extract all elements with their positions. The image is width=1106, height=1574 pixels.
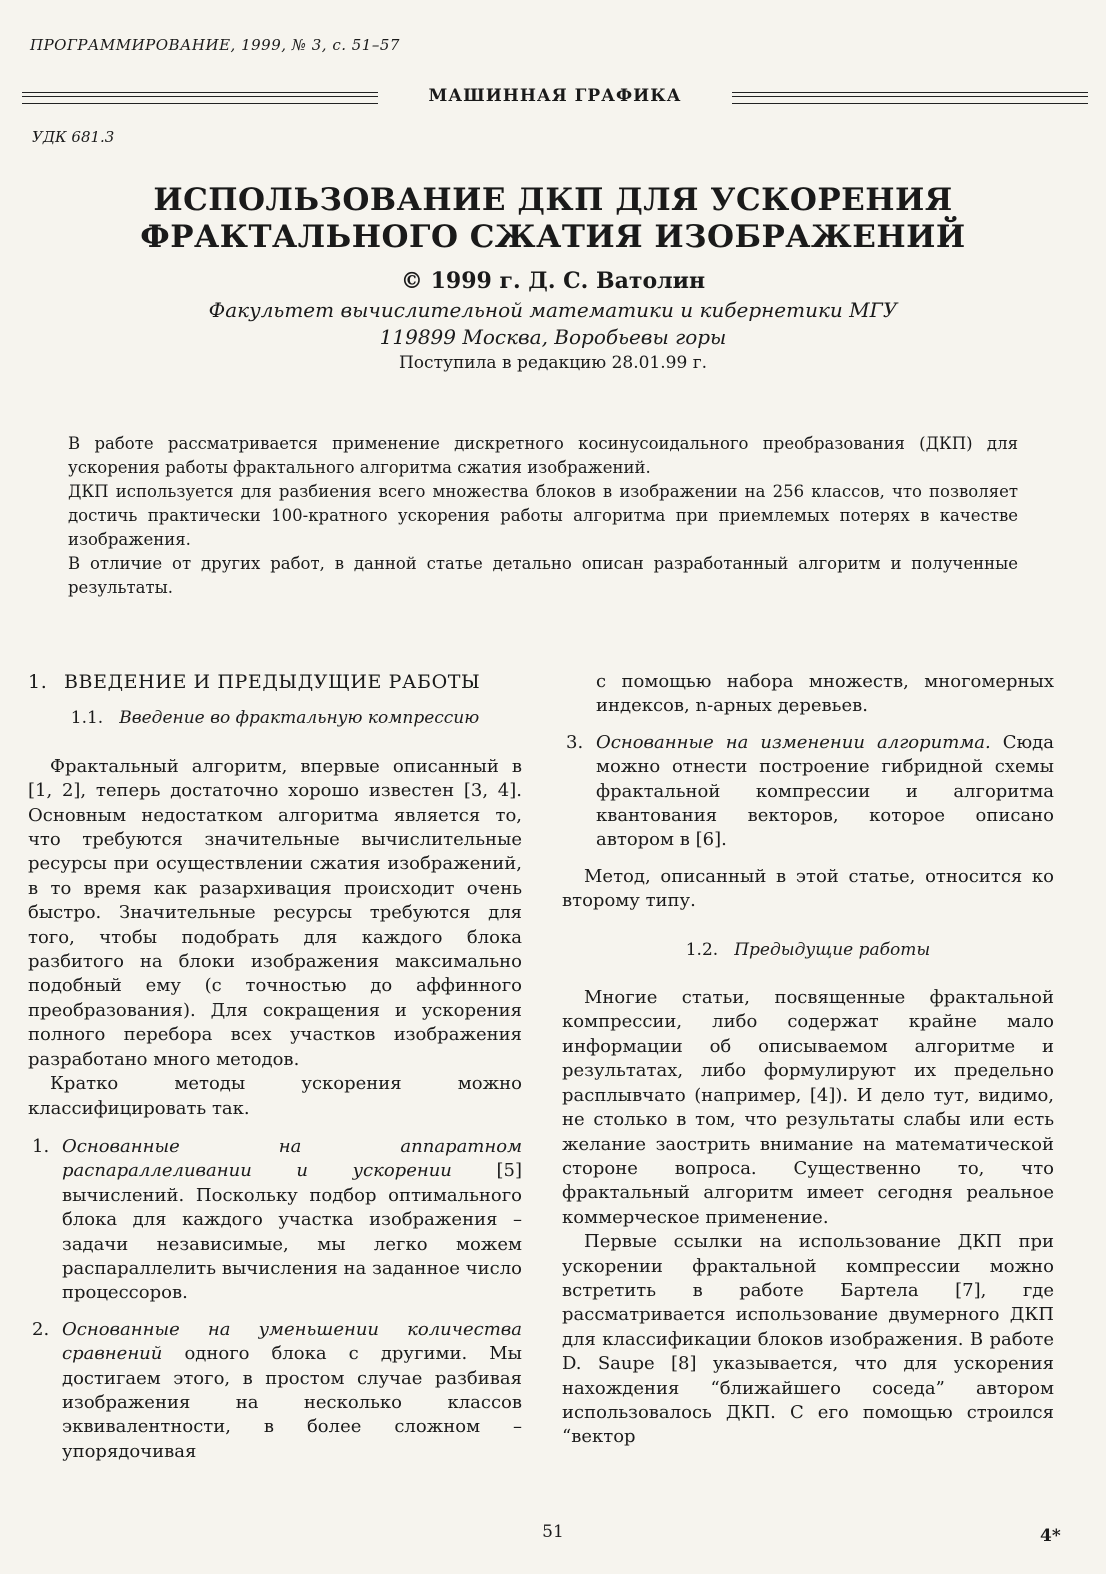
body-paragraph: Метод, описанный в этой статье, относится ко второму типу.: [562, 865, 1054, 912]
rubric-rule-right: [732, 92, 1088, 104]
body-paragraph: Многие статьи, посвященные фрактальной компрессии, либо содержат крайне мало информации об описываемом алгоритме и результатах, либо формулируют их предельно расплывчато (например, [4]). И дело тут, видимо, не столько в том, что результаты слабы или есть желание заострить внимание на математической стороне вопроса. Существенно то, что фрактальный алгоритм имеет сегодня реальное коммерческое применение.: [562, 987, 1054, 1228]
list-item: [562, 731, 1054, 853]
method-list-continued: [562, 731, 1054, 853]
subsection-heading: [562, 938, 1054, 962]
rubric-title: МАШИННАЯ ГРАФИКА: [428, 86, 682, 106]
list-item-text: Сюда можно отнести построение гибридной схемы фрактальной компрессии и алгоритма квантования векторов, которое описано автором в [6].: [596, 731, 1054, 851]
body-paragraph: Фрактальный алгоритм, впервые описанный в [1, 2], теперь достаточно хорошо известен [3, 4]. Основным недостатком алгоритма является то, что требуются значительные вычислительные ресурсы при осуществлении сжатия изображений, в то время как разархивация происходит очень быстро. Значительные ресурсы требуются для того, чтобы подобрать для каждого блока разбитого на блоки изображения максимально подобный ему (с точностью до аффинного преобразования). Для сокращения и ускорения полного перебора всех участков изображения разработано много методов.: [28, 755, 522, 1070]
abstract: [68, 432, 1018, 600]
right-column: [562, 670, 1054, 1450]
list-marker: 1.: [32, 1135, 50, 1157]
abstract-paragraph: В отличие от других работ, в данной статье детально описан разработанный алгоритм и полученные результаты.: [68, 554, 1018, 597]
affiliation-line-1: Факультет вычислительной математики и кибернетики МГУ: [208, 298, 898, 322]
list-item-text: [5] вычислений. Поскольку подбор оптимального блока для каждого участка изображения – задачи независимые, мы легко можем распараллелить вычисления на заданное число процессоров.: [62, 1160, 522, 1304]
list-marker: 3.: [566, 731, 584, 753]
list-item-continuation: с помощью набора множеств, многомерных индексов, n-арных деревьев.: [596, 671, 1054, 717]
udk-code: УДК 681.3: [32, 128, 115, 146]
received-date: Поступила в редакцию 28.01.99 г.: [398, 353, 708, 373]
body-paragraph: Первые ссылки на использование ДКП при ускорении фрактальной компрессии можно встретить в работе Бартела [7], где рассматривается использование двумерного ДКП для классификации блоков изображения. В работе D. Saupe [8] указывается, что для ускорения нахождения “ближайшего соседа” автором использовалось ДКП. С его помощью строился “вектор: [562, 1231, 1054, 1448]
journal-citation: ПРОГРАММИРОВАНИЕ, 1999, № 3, с. 51–57: [30, 36, 400, 54]
subsection-number: 1.1.: [70, 708, 104, 729]
subsection-heading: [28, 706, 522, 730]
list-item: [28, 1135, 522, 1306]
article-title: [60, 182, 1046, 256]
abstract-paragraph: В работе рассматривается применение дискретного косинусоидального преобразования (ДКП) для ускорения работы фрактального алгоритма сжатия изображений.: [68, 434, 1018, 477]
section-number: 1.: [28, 671, 48, 693]
subsection-title: Введение во фрактальную компрессию: [119, 708, 480, 729]
title-line-1: ИСПОЛЬЗОВАНИЕ ДКП ДЛЯ УСКОРЕНИЯ: [153, 182, 953, 218]
section-heading: [28, 670, 522, 694]
list-item-emphasis: Основанные на изменении алгоритма.: [596, 731, 991, 753]
subsection-title: Предыдущие работы: [734, 939, 931, 960]
section-title: ВВЕДЕНИЕ И ПРЕДЫДУЩИЕ РАБОТЫ: [64, 671, 481, 693]
method-list: [28, 1135, 522, 1464]
signature-mark: 4*: [1040, 1526, 1061, 1546]
abstract-paragraph: ДКП используется для разбиения всего множества блоков в изображении на 256 классов, что позволяет достичь практически 100-кратного ускорения работы алгоритма при приемлемых потерях в качестве изображения.: [68, 482, 1018, 549]
list-item-text: одного блока с другими. Мы достигаем этого, в простом случае разбивая изображения на несколько классов эквивалентности, в более сложном – упорядочивая: [62, 1343, 522, 1462]
list-marker: 2.: [32, 1318, 50, 1340]
rubric-header: [22, 86, 1088, 108]
affiliation-line-2: 119899 Москва, Воробьевы горы: [379, 325, 727, 349]
subsection-number: 1.2.: [685, 939, 719, 960]
list-item-emphasis: Основанные на уменьшении количества сравнений: [62, 1318, 522, 1365]
rubric-rule-left: [22, 92, 378, 104]
left-column: [28, 670, 522, 1476]
list-item: [28, 1318, 522, 1464]
page-number: 51: [542, 1522, 564, 1542]
body-paragraph: Кратко методы ускорения можно классифицировать так.: [28, 1073, 522, 1119]
author-copyright: © 1999 г. Д. С. Ватолин: [400, 268, 706, 294]
list-item-emphasis: Основанные на аппаратном распараллеливании и ускорении: [62, 1135, 522, 1182]
title-line-2: ФРАКТАЛЬНОГО СЖАТИЯ ИЗОБРАЖЕНИЙ: [140, 219, 966, 255]
